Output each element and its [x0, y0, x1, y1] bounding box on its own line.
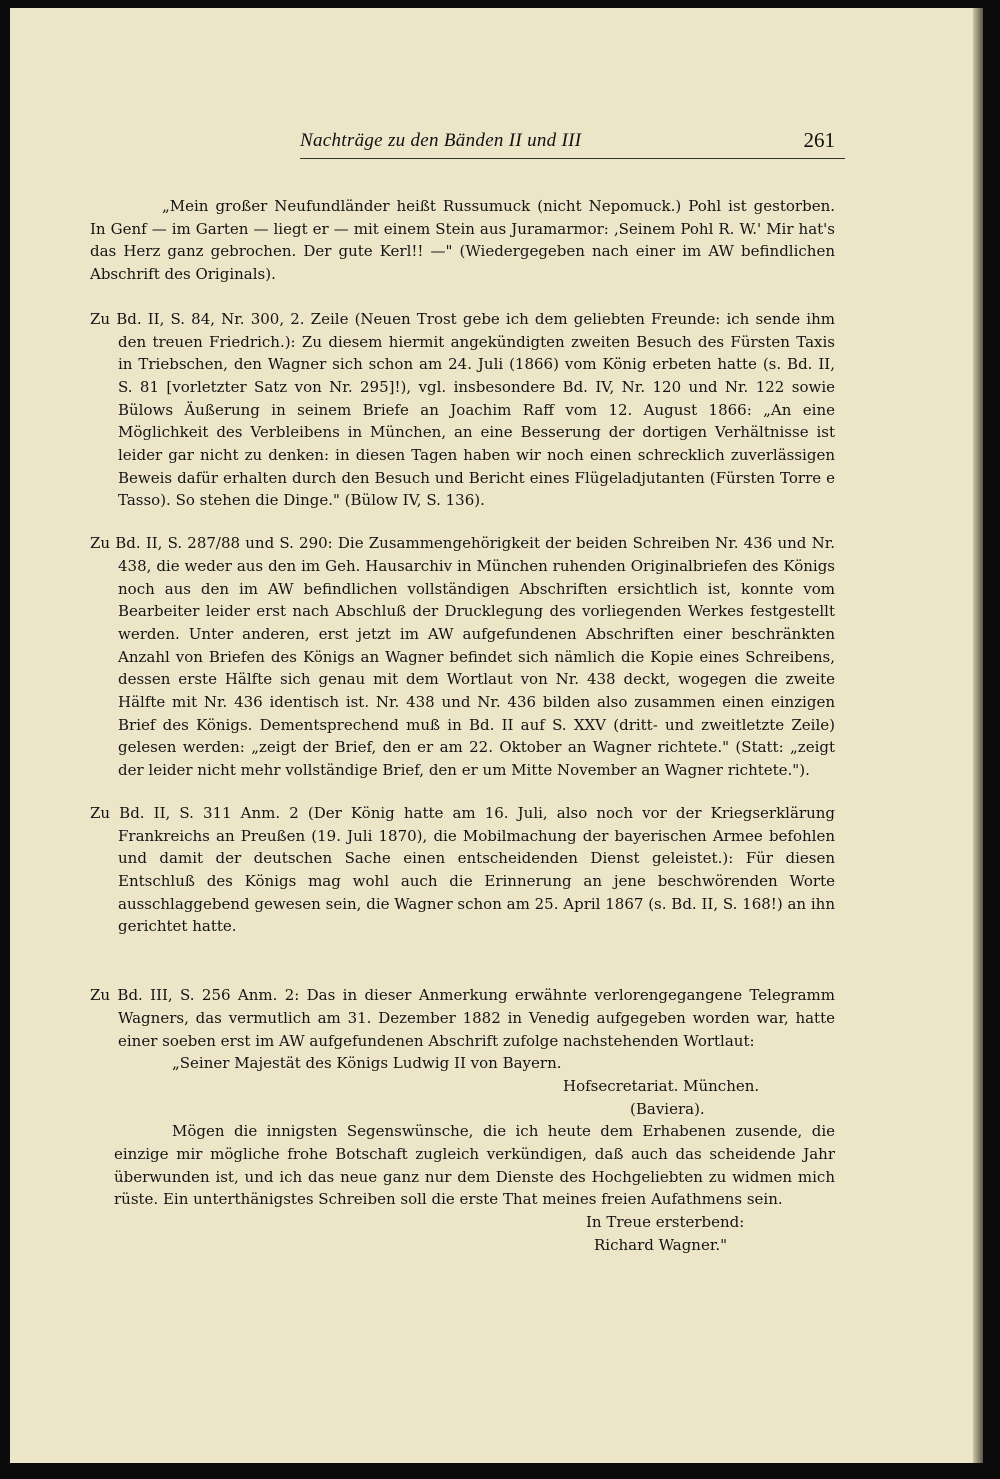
addendum-entry-bd2-s311: Zu Bd. II, S. 311 Anm. 2 (Der König hatte am 16. Juli, also noch vor der Kriegserklärung Frankreichs an Preußen (19. Juli 1870), die Mobilmachung der bayerischen Armee befohlen und damit der deutschen Sache einen entscheidenden Dienst geleistet.): Für diesen Entschluß des Königs mag wohl auch die Erinnerung an jene beschwörenden Worte ausschlaggebend gewesen sein, die Wagner schon am 25. April 1867 (s. Bd. II, S. 168!) an ihn gerichtet hatte. — [90, 803, 835, 936]
telegram-closing: In Treue ersterbend: — [586, 1213, 745, 1232]
telegram-text — [90, 1052, 835, 1256]
telegram-office: Hofsecretariat. München. — [563, 1076, 760, 1095]
running-title: Nachträge zu den Bänden II und III — [300, 130, 582, 151]
telegram-body: Mögen die innigsten Segenswünsche, die ich heute dem Erhabenen zusende, die einzige mir mögliche frohe Botschaft zugleich verkündigen, daß auch das scheidende Jahr überwunden ist, und ich das neue ganz nur dem Dienste des Hochgeliebten zu widmen mich rüste. Ein unterthänigstes Schreiben soll die erste That meines freien Aufathmens sein. — [114, 1122, 835, 1209]
addendum-entry-bd2-s287: Zu Bd. II, S. 287/88 und S. 290: Die Zusammengehörigkeit der beiden Schreiben Nr. 436 und Nr. 438, die weder aus den im Geh. Hausarchiv in München ruhenden Originalbriefen des Königs noch aus den im AW befindlichen vollständigen Abschriften ersichtlich ist, konnte vom Bearbeiter leider erst nach Abschluß der Drucklegung des vorliegenden Werkes festgestellt werden. Unter anderen, erst jetzt im AW aufgefundenen Abschriften einer beschränkten Anzahl von Briefen des Königs an Wagner befindet sich nämlich die Kopie eines Schreibens, dessen erste Hälfte sich genau mit dem Wortlaut von Nr. 438 deckt, wogegen die zweite Hälfte mit Nr. 436 identisch ist. Nr. 438 und Nr. 436 bilden also zusammen einen einzigen Brief des Königs. Dementsprechend muß in Bd. II auf S. XXV (dritt- und zweitletzte Zeile) gelesen werden: „zeigt der Brief, den er am 22. Oktober an Wagner richtete." (Statt: „zeigt der leider nicht mehr vollständige Brief, den er um Mitte November an Wagner richtete."). — [90, 534, 835, 780]
page-number: 261 — [803, 128, 835, 152]
addendum-entry-bd2-s84: Zu Bd. II, S. 84, Nr. 300, 2. Zeile (Neuen Trost gebe ich dem geliebten Freunde: ich sende ihm den treuen Friedrich.): Zu diesem hiermit angekündigten zweiten Besuch des Fürsten Taxis in Triebschen, den Wagner sich schon am 24. Juli (1866) vom König erbeten hatte (s. Bd. II, S. 81 [vorletzter Satz von Nr. 295]!), vgl. insbesondere Bd. IV, Nr. 120 und Nr. 122 sowie Bülows Äußerung in seinem Briefe an Joachim Raff vom 12. August 1866: „An eine Möglichkeit des Verbleibens in München, an eine Besserung der dortigen Verhältnisse ist leider gar nicht zu denken: in diesen Tagen haben wir noch einen schrecklich zuverlässigen Beweis dafür erhalten durch den Besuch und Bericht eines Flügeladjutanten (Fürsten Torre e Tasso). So stehen die Dinge." (Bülow IV, S. 136). — [90, 309, 835, 510]
telegram-signature: Richard Wagner." — [594, 1235, 728, 1254]
page-content — [90, 195, 835, 1257]
running-header — [300, 128, 845, 159]
telegram-place: (Baviera). — [630, 1099, 705, 1118]
telegram-address: „Seiner Majestät des Königs Ludwig II von Bayern. — [172, 1054, 562, 1073]
page-edge-shadow — [973, 8, 983, 1463]
addendum-entry-bd3-s256: Zu Bd. III, S. 256 Anm. 2: Das in dieser Anmerkung erwähnte verlorengegangene Telegramm Wagners, das vermutlich am 31. Dezember 1882 in Venedig aufgegeben worden war, hatte einer soeben erst im AW aufgefundenen Abschrift zufolge nachstehenden Wortlaut: — [90, 986, 835, 1050]
quoted-letter-paragraph: „Mein großer Neufundländer heißt Russumuck (nicht Nepomuck.) Pohl ist gestorben. In Genf — im Garten — liegt er — mit einem Stein aus Juramarmor: ‚Seinem Pohl R. W.' Mir hat's das Herz ganz gebrochen. Der gute Kerl!! —" (Wiedergegeben nach einer im AW befindlichen Abschrift des Originals). — [90, 197, 835, 284]
